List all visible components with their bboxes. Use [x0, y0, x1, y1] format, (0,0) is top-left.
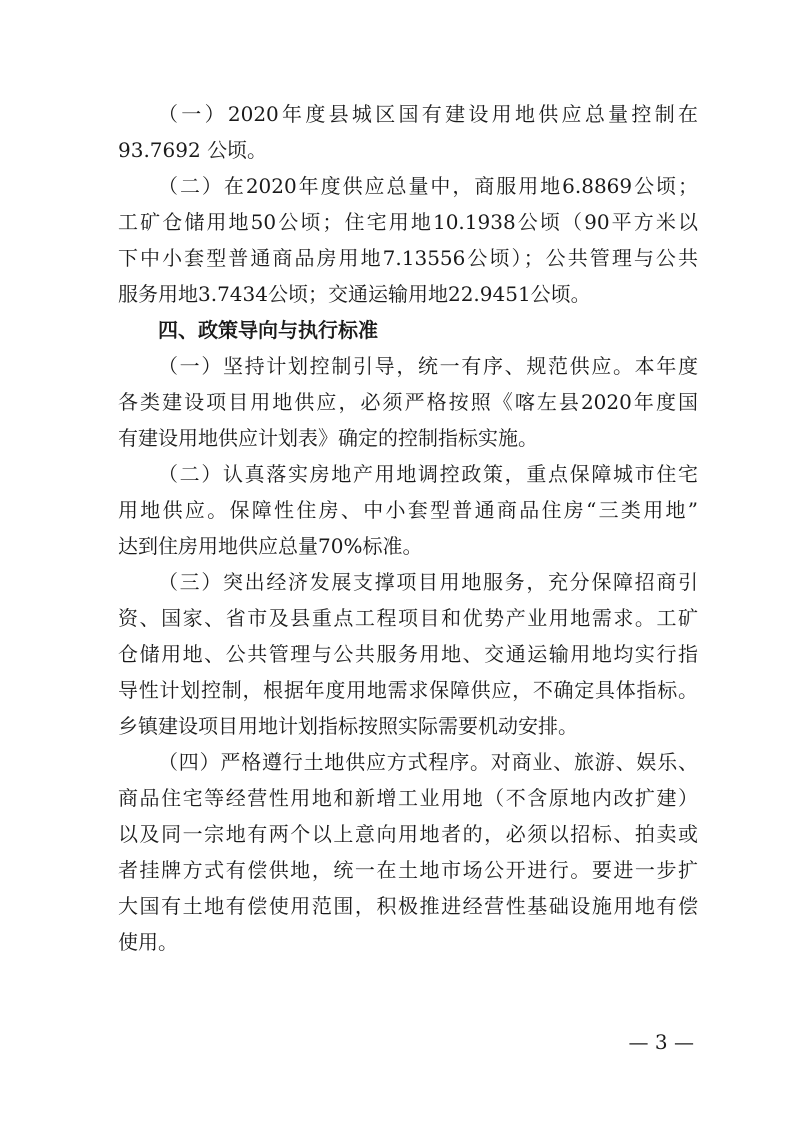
- text-line: 大国有土地有偿使用范围，积极推进经营性基础设施用地有偿: [118, 894, 698, 918]
- section-heading-4: [118, 312, 698, 348]
- text-line: （二）认真落实房地产用地调控政策，重点保障城市住宅: [158, 462, 698, 486]
- paragraph-1-total-supply: [118, 96, 698, 168]
- text-line: 下中小套型普通商品房用地7.13556公顷）；公共管理与公共: [118, 246, 698, 270]
- text-line: 用地供应。保障性住房、中小套型普通商品住房“三类用地”: [118, 498, 698, 522]
- text-line: （二）在2020年度供应总量中，商服用地6.8869公顷；: [158, 174, 698, 198]
- text-line: 以及同一宗地有两个以上意向用地者的，必须以招标、拍卖或: [118, 822, 698, 846]
- text-line: （三）突出经济发展支撑项目用地服务，充分保障招商引: [158, 570, 698, 594]
- paragraph-2-supply-breakdown: [118, 168, 698, 312]
- text-line: 达到住房用地供应总量70%标准。: [118, 534, 423, 558]
- paragraph-6-supply-procedures: [118, 744, 698, 960]
- section-heading-text: 四、政策导向与执行标准: [158, 318, 378, 342]
- text-line: 乡镇建设项目用地计划指标按照实际需要机动安排。: [118, 714, 578, 738]
- paragraph-5-economic-projects: [118, 564, 698, 744]
- text-line: 者挂牌方式有偿供地，统一在土地市场公开进行。要进一步扩: [118, 858, 698, 882]
- text-line: 资、国家、省市及县重点工程项目和优势产业用地需求。工矿: [118, 606, 698, 630]
- text-line: 商品住宅等经营性用地和新增工业用地（不含原地内改扩建）: [118, 786, 698, 810]
- text-line: 工矿仓储用地50公顷；住宅用地10.1938公顷（90平方米以: [118, 210, 698, 234]
- text-line: 有建设用地供应计划表》确定的控制指标实施。: [118, 426, 538, 450]
- text-line: 使用。: [118, 930, 178, 954]
- text-line: 仓储用地、公共管理与公共服务用地、交通运输用地均实行指: [118, 642, 698, 666]
- text-line: 服务用地3.7434公顷；交通运输用地22.9451公顷。: [118, 282, 591, 306]
- paragraph-4-housing-policy: [118, 456, 698, 564]
- text-line: 93.7692 公顷。: [118, 138, 268, 162]
- text-line: 导性计划控制，根据年度用地需求保障供应，不确定具体指标。: [118, 678, 698, 702]
- text-line: （四）严格遵行土地供应方式程序。对商业、旅游、娱乐、: [158, 750, 698, 774]
- paragraph-3-plan-control: [118, 348, 698, 456]
- document-body: [118, 96, 698, 960]
- text-line: 各类建设项目用地供应，必须严格按照《喀左县2020年度国: [118, 390, 698, 414]
- page-number: — 3 —: [628, 1030, 694, 1054]
- text-line: （一）2020年度县城区国有建设用地供应总量控制在: [158, 102, 698, 126]
- text-line: （一）坚持计划控制引导，统一有序、规范供应。本年度: [158, 354, 698, 378]
